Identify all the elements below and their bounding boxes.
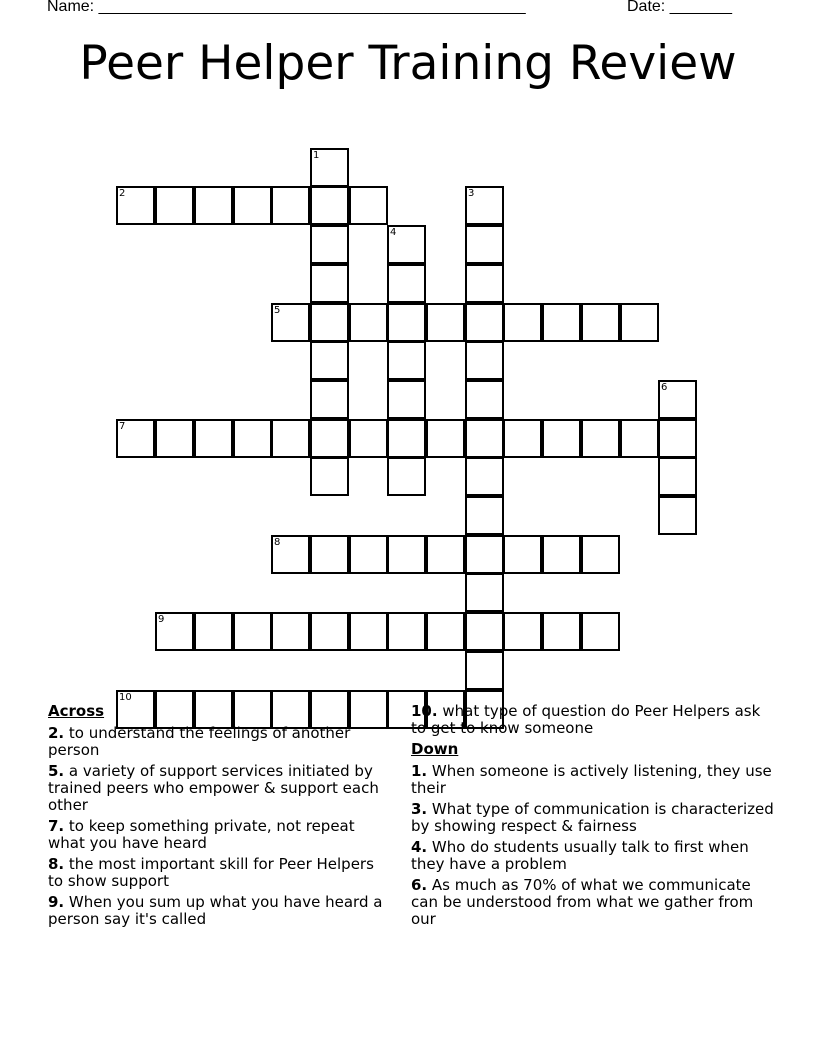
down-heading: Down xyxy=(411,740,459,758)
clue-across-8 xyxy=(48,856,393,890)
grid-cell[interactable] xyxy=(658,496,697,535)
grid-cell[interactable] xyxy=(581,303,620,342)
grid-cell[interactable] xyxy=(194,419,233,458)
cell-number: 9 xyxy=(158,614,165,625)
grid-cell[interactable] xyxy=(387,225,426,264)
date-field-label: Date: _______ xyxy=(627,0,732,15)
cell-number: 5 xyxy=(274,305,281,316)
grid-cell[interactable] xyxy=(310,419,349,458)
grid-cell[interactable] xyxy=(194,612,233,651)
grid-cell[interactable] xyxy=(658,380,697,419)
clue-number: 7. xyxy=(48,817,65,835)
grid-cell[interactable] xyxy=(465,264,504,303)
grid-cell[interactable] xyxy=(465,573,504,612)
grid-cell[interactable] xyxy=(387,264,426,303)
clue-number: 8. xyxy=(48,855,65,873)
grid-cell[interactable] xyxy=(310,264,349,303)
clue-number: 6. xyxy=(411,876,428,894)
across-heading: Across xyxy=(48,702,105,720)
grid-cell[interactable] xyxy=(503,303,542,342)
grid-cell[interactable] xyxy=(116,186,155,225)
grid-cell[interactable] xyxy=(349,612,388,651)
grid-cell[interactable] xyxy=(465,341,504,380)
grid-cell[interactable] xyxy=(465,496,504,535)
name-field-label: Name: ________________________________________________ xyxy=(47,0,526,15)
grid-cell[interactable] xyxy=(503,612,542,651)
clue-text: a variety of support services initiated by trained peers who empower & support each other xyxy=(48,762,379,814)
grid-cell[interactable] xyxy=(387,457,426,496)
grid-cell[interactable] xyxy=(658,457,697,496)
clue-number: 2. xyxy=(48,724,65,742)
grid-cell[interactable] xyxy=(426,535,465,574)
clue-across-7 xyxy=(48,818,393,852)
grid-cell[interactable] xyxy=(155,186,194,225)
grid-cell[interactable] xyxy=(310,186,349,225)
grid-cell[interactable] xyxy=(503,535,542,574)
grid-cell[interactable] xyxy=(310,535,349,574)
clue-down-3 xyxy=(411,801,776,835)
grid-cell[interactable] xyxy=(658,419,697,458)
grid-cell[interactable] xyxy=(620,419,659,458)
grid-cell[interactable] xyxy=(310,457,349,496)
grid-cell[interactable] xyxy=(349,419,388,458)
clue-text: to keep something private, not repeat what you have heard xyxy=(48,817,355,852)
grid-cell[interactable] xyxy=(271,419,310,458)
clue-number: 9. xyxy=(48,893,65,911)
clue-number: 3. xyxy=(411,800,428,818)
cell-number: 7 xyxy=(119,421,126,432)
grid-cell[interactable] xyxy=(233,419,272,458)
grid-cell[interactable] xyxy=(349,303,388,342)
grid-cell[interactable] xyxy=(387,380,426,419)
grid-cell[interactable] xyxy=(620,303,659,342)
cell-number: 4 xyxy=(390,227,397,238)
grid-cell[interactable] xyxy=(465,651,504,690)
clue-number: 1. xyxy=(411,762,428,780)
clues-column-right xyxy=(411,703,776,932)
grid-cell[interactable] xyxy=(387,535,426,574)
grid-cell[interactable] xyxy=(233,186,272,225)
clue-number: 10. xyxy=(411,702,438,720)
grid-cell[interactable] xyxy=(233,612,272,651)
cell-number: 1 xyxy=(313,150,320,161)
grid-cell[interactable] xyxy=(310,612,349,651)
clue-across-2 xyxy=(48,725,393,759)
grid-cell[interactable] xyxy=(271,303,310,342)
grid-cell[interactable] xyxy=(271,535,310,574)
cell-number: 8 xyxy=(274,537,281,548)
grid-cell[interactable] xyxy=(349,535,388,574)
grid-cell[interactable] xyxy=(465,186,504,225)
clue-down-6 xyxy=(411,877,776,928)
clue-across-9 xyxy=(48,894,393,928)
cell-number: 10 xyxy=(119,692,132,703)
grid-cell[interactable] xyxy=(465,225,504,264)
grid-cell[interactable] xyxy=(465,457,504,496)
grid-cell[interactable] xyxy=(310,303,349,342)
clue-across-10 xyxy=(411,703,776,737)
grid-cell[interactable] xyxy=(155,419,194,458)
grid-cell[interactable] xyxy=(581,419,620,458)
grid-cell[interactable] xyxy=(465,612,504,651)
clue-text: When someone is actively listening, they use their xyxy=(411,762,772,797)
grid-cell[interactable] xyxy=(465,303,504,342)
grid-cell[interactable] xyxy=(465,380,504,419)
grid-cell[interactable] xyxy=(542,612,581,651)
grid-cell[interactable] xyxy=(465,535,504,574)
grid-cell[interactable] xyxy=(426,612,465,651)
grid-cell[interactable] xyxy=(310,341,349,380)
clue-text: to understand the feelings of another person xyxy=(48,724,351,759)
clues-column-left xyxy=(48,703,393,932)
grid-cell[interactable] xyxy=(581,535,620,574)
clue-number: 4. xyxy=(411,838,428,856)
grid-cell[interactable] xyxy=(387,612,426,651)
clue-text: Who do students usually talk to first when they have a problem xyxy=(411,838,749,873)
grid-cell[interactable] xyxy=(310,225,349,264)
page-title: Peer Helper Training Review xyxy=(79,36,737,91)
grid-cell[interactable] xyxy=(387,303,426,342)
grid-cell[interactable] xyxy=(542,419,581,458)
clue-text: As much as 70% of what we communicate can be understood from what we gather from our xyxy=(411,876,754,928)
clue-down-4 xyxy=(411,839,776,873)
grid-cell[interactable] xyxy=(503,419,542,458)
grid-cell[interactable] xyxy=(271,186,310,225)
grid-cell[interactable] xyxy=(116,419,155,458)
clue-text: what type of question do Peer Helpers ask to get to know someone xyxy=(411,702,761,737)
grid-cell[interactable] xyxy=(387,341,426,380)
grid-cell[interactable] xyxy=(542,535,581,574)
clue-number: 5. xyxy=(48,762,65,780)
grid-cell[interactable] xyxy=(581,612,620,651)
grid-cell[interactable] xyxy=(310,380,349,419)
clue-text: What type of communication is characterized by showing respect & fairness xyxy=(411,800,774,835)
clue-down-1 xyxy=(411,763,776,797)
grid-cell[interactable] xyxy=(426,303,465,342)
cell-number: 2 xyxy=(119,188,126,199)
grid-cell[interactable] xyxy=(194,186,233,225)
grid-cell[interactable] xyxy=(426,419,465,458)
grid-cell[interactable] xyxy=(155,612,194,651)
grid-cell[interactable] xyxy=(465,419,504,458)
clue-across-5 xyxy=(48,763,393,814)
grid-cell[interactable] xyxy=(271,612,310,651)
clue-text: When you sum up what you have heard a person say it's called xyxy=(48,893,383,928)
grid-cell[interactable] xyxy=(310,148,349,187)
clue-text: the most important skill for Peer Helpers to show support xyxy=(48,855,374,890)
grid-cell[interactable] xyxy=(542,303,581,342)
cell-number: 3 xyxy=(468,188,475,199)
grid-cell[interactable] xyxy=(387,419,426,458)
grid-cell[interactable] xyxy=(349,186,388,225)
cell-number: 6 xyxy=(661,382,668,393)
